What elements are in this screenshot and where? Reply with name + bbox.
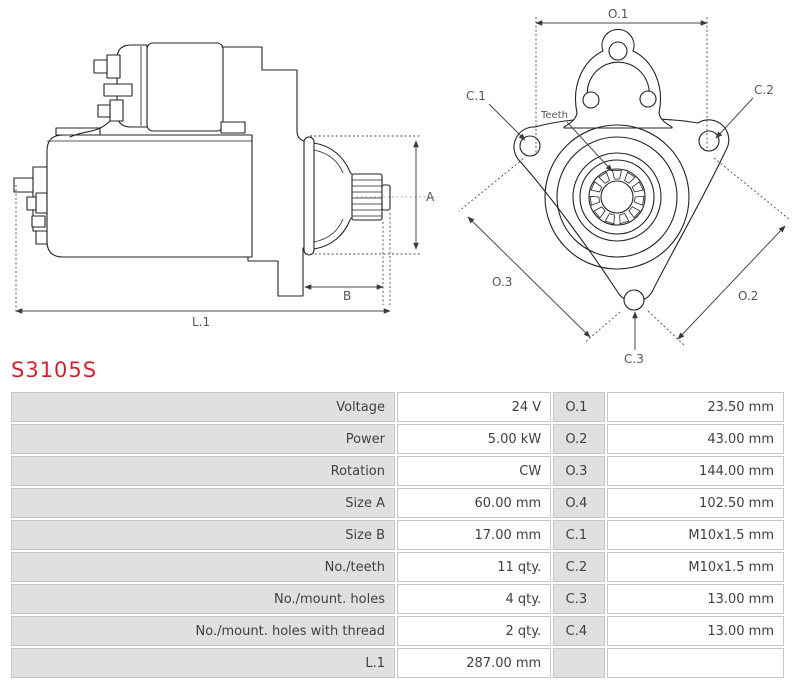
table-row xyxy=(11,456,784,486)
side-view xyxy=(14,43,438,329)
dim-value-cell: 43.00 mm xyxy=(607,424,784,454)
dim-code-cell: C.3 xyxy=(553,584,604,614)
terminal-tab xyxy=(104,84,132,96)
table-row xyxy=(11,648,784,678)
dim-code-cell: O.4 xyxy=(553,488,604,518)
dim-line-o3 xyxy=(468,217,590,337)
dim-code-cell: O.2 xyxy=(553,424,604,454)
drive-foot xyxy=(248,248,303,296)
dim-value-cell: 144.00 mm xyxy=(607,456,784,486)
yoke-hole-right xyxy=(640,91,656,107)
table-row xyxy=(11,392,784,422)
front-label-teeth: Teeth xyxy=(541,110,568,121)
spec-value-cell: 4 qty. xyxy=(397,584,551,614)
dim-code-cell: C.1 xyxy=(553,520,604,550)
spec-label-cell: Power xyxy=(11,424,395,454)
spec-value-cell: 5.00 kW xyxy=(397,424,551,454)
yoke-hole-left xyxy=(583,92,599,108)
spec-value-cell: 60.00 mm xyxy=(397,488,551,518)
solenoid-cylinder xyxy=(147,43,223,131)
terminal-stud-top xyxy=(94,60,107,73)
table-row xyxy=(11,488,784,518)
mount-band xyxy=(304,137,314,255)
leader-c1 xyxy=(489,104,525,140)
spec-label-cell: Rotation xyxy=(11,456,395,486)
table-row xyxy=(11,584,784,614)
spec-label-cell: Voltage xyxy=(11,392,395,422)
mount-hole-c3 xyxy=(624,290,644,310)
table-row xyxy=(11,616,784,646)
dim-value-cell: 23.50 mm xyxy=(607,392,784,422)
spec-label-cell: Size A xyxy=(11,488,395,518)
dim-code-cell: C.2 xyxy=(553,552,604,582)
rear-stud-bottom xyxy=(32,216,45,227)
dim-value-cell: 102.50 mm xyxy=(607,488,784,518)
shaft-tip xyxy=(382,185,390,210)
front-dim-label-o3: O.3 xyxy=(492,275,513,289)
mount-hole-c1 xyxy=(520,136,540,156)
part-number: S3105S xyxy=(11,358,98,382)
spec-value-cell: 2 qty. xyxy=(397,616,551,646)
mount-hole-c2 xyxy=(699,131,719,151)
dim-code-cell xyxy=(553,648,604,678)
dim-code-cell: C.4 xyxy=(553,616,604,646)
side-dim-label-a: A xyxy=(426,190,435,204)
spec-label-cell: No./mount. holes with thread xyxy=(11,616,395,646)
dim-value-cell: 13.00 mm xyxy=(607,584,784,614)
front-view xyxy=(459,7,789,366)
side-dim-label-l1: L.1 xyxy=(192,315,211,329)
shaft-bore xyxy=(601,181,633,213)
spec-value-cell: 17.00 mm xyxy=(397,520,551,550)
dim-line-o2 xyxy=(678,226,785,339)
spec-label-cell: Size B xyxy=(11,520,395,550)
spec-value-cell: CW xyxy=(397,456,551,486)
yoke-hole-top xyxy=(609,42,627,60)
terminal-stud-bottom xyxy=(98,105,110,117)
table-row xyxy=(11,552,784,582)
front-dim-label-c3: C.3 xyxy=(624,352,644,366)
side-dim-label-b: B xyxy=(343,289,352,303)
dim-value-cell: 13.00 mm xyxy=(607,616,784,646)
spec-label-cell: No./teeth xyxy=(11,552,395,582)
motor-body xyxy=(47,135,252,257)
dim-value-cell: M10x1.5 mm xyxy=(607,552,784,582)
dim-value-cell xyxy=(607,648,784,678)
table-row xyxy=(11,520,784,550)
spec-value-cell: 287.00 mm xyxy=(397,648,551,678)
dim-code-cell: O.3 xyxy=(553,456,604,486)
spec-label-cell: No./mount. holes xyxy=(11,584,395,614)
spec-value-cell: 11 qty. xyxy=(397,552,551,582)
dim-code-cell: O.1 xyxy=(553,392,604,422)
spec-value-cell: 24 V xyxy=(397,392,551,422)
rear-stud-top xyxy=(14,178,33,192)
dim-value-cell: M10x1.5 mm xyxy=(607,520,784,550)
spec-table xyxy=(9,390,786,680)
spec-label-cell: L.1 xyxy=(11,648,395,678)
table-row xyxy=(11,424,784,454)
front-dim-label-c2: C.2 xyxy=(754,83,774,97)
front-dim-label-o1: O.1 xyxy=(608,7,629,21)
leader-c2 xyxy=(716,98,753,138)
front-dim-label-o2: O.2 xyxy=(738,289,759,303)
front-dim-label-c1: C.1 xyxy=(466,89,486,103)
